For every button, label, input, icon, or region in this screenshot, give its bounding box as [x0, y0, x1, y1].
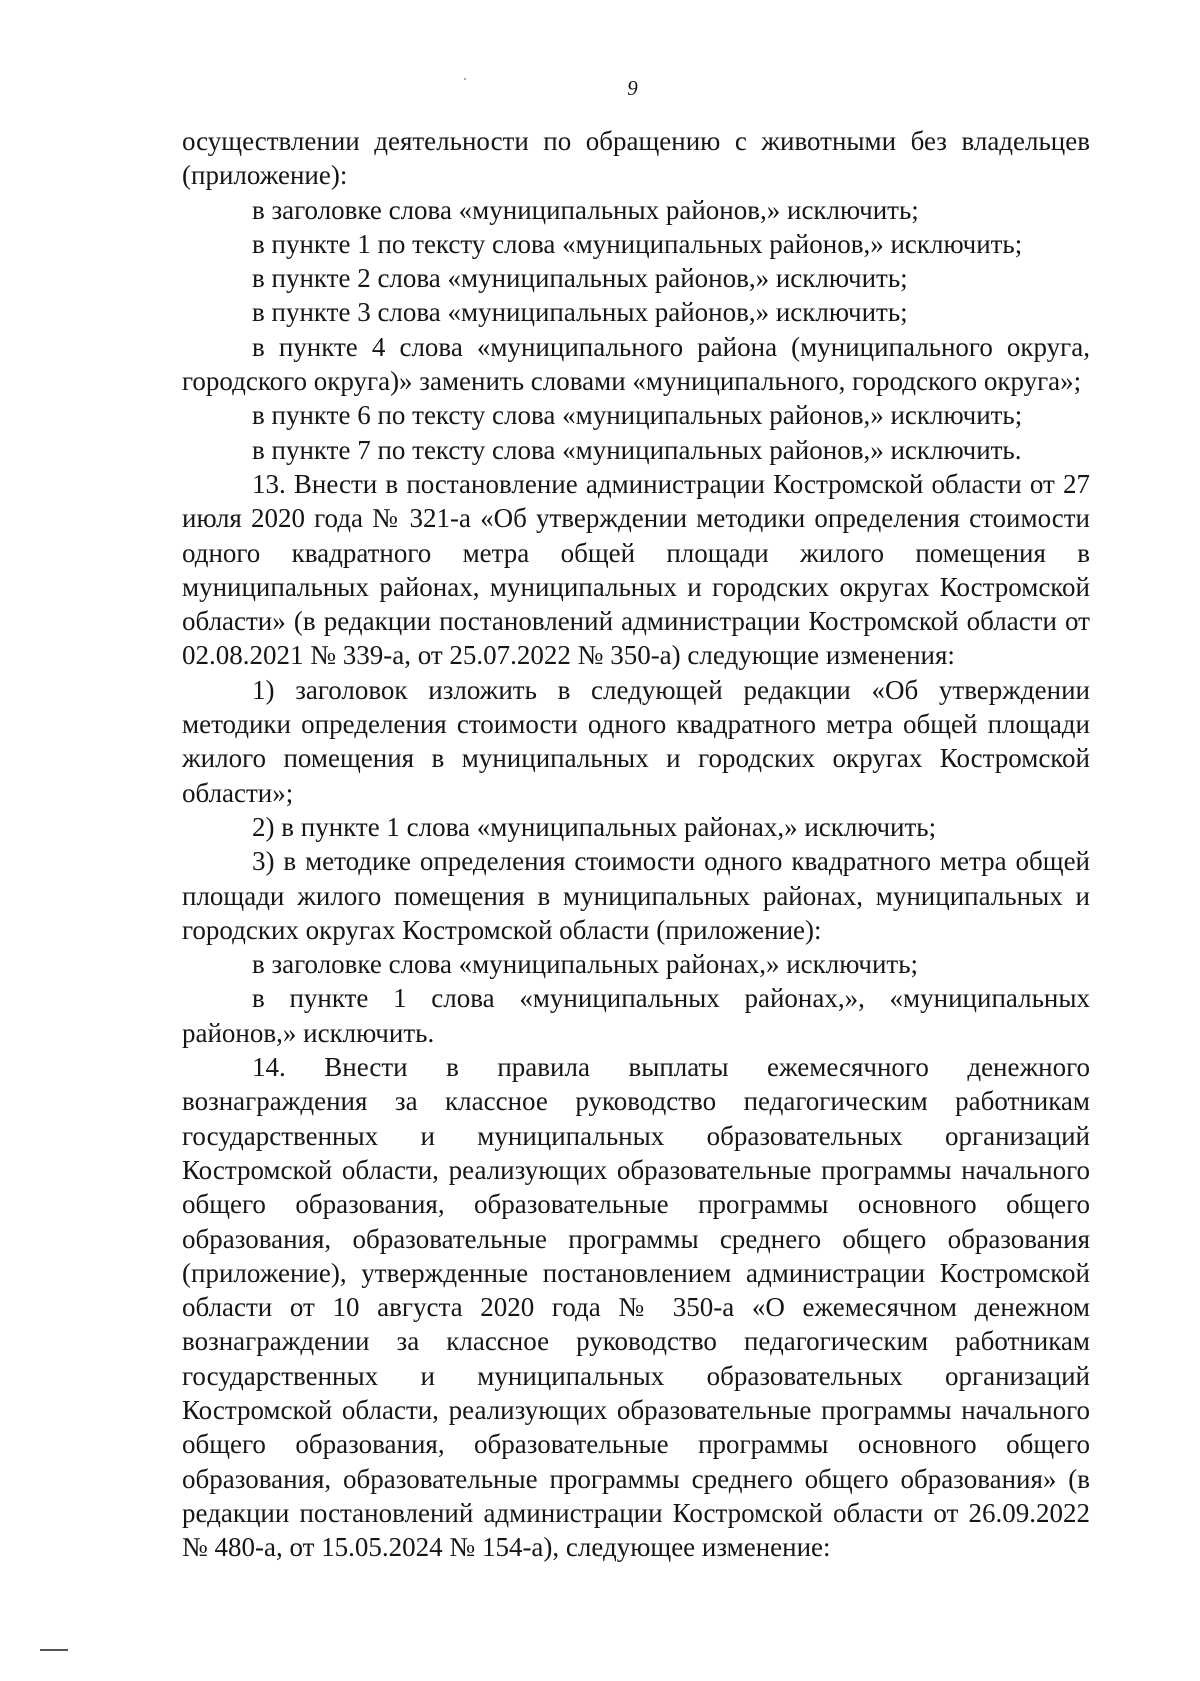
- paragraph-continuation: осуществлении деятельности по обращению с животными без владельцев (приложение):: [182, 126, 1090, 191]
- paragraph-item: в пункте 3 слова «муниципальных районов,» исключить;: [252, 297, 908, 328]
- paragraph-item: в пункте 2 слова «муниципальных районов,» исключить;: [252, 263, 908, 294]
- paragraph-section-14: 14. Внести в правила выплаты ежемесячного денежного вознаграждения за классное руководство педагогическим работникам государственных и муниципальных образовательных организаций Костромской области, реализующих образовательные программы начального общего образования, образовательные программы основного общего образования, образовательные программы среднего общего образования (приложение), утвержденные постановлением администрации Костромской области от 10 августа 2020 года № 350-а «О ежемесячном денежном вознаграждении за классное руководство педагогическим работникам государственных и муниципальных образовательных организаций Костромской области, реализующих образовательные программы начального общего образования, образовательные программы основного общего образования, образовательные программы среднего общего образования» (в редакции постановлений администрации Костромской области от 26.09.2022 № 480-а, от 15.05.2024 № 154-а), следующее изменение:: [182, 1052, 1090, 1563]
- page-number: 9: [627, 76, 638, 100]
- paragraph-item: в пункте 6 по тексту слова «муниципальных районов,» исключить;: [252, 400, 1023, 431]
- document-body: [182, 124, 1090, 1564]
- paragraph-section-13: 13. Внести в постановление администрации Костромской области от 27 июля 2020 года № 321-а «Об утверждении методики определения стоимости одного квадратного метра общей площади жилого помещения в муниципальных районах, муниципальных и городских округах Костромской области» (в редакции постановлений администрации Костромской области от 02.08.2021 № 339-а, от 25.07.2022 № 350-а) следующие изменения:: [182, 468, 1090, 671]
- paragraph-item: 3) в методике определения стоимости одного квадратного метра общей площади жилого помещения в муниципальных районах, муниципальных и городских округах Костромской области (приложение):: [182, 846, 1090, 945]
- paragraph-item: 1) заголовок изложить в следующей редакции «Об утверждении методики определения стоимости одного квадратного метра общей площади жилого помещения в муниципальных и городских округах Костромской области»;: [182, 674, 1090, 808]
- paragraph-item: в пункте 4 слова «муниципального района (муниципального округа, городского округа)» заменить словами «муниципального, городского округа»;: [182, 331, 1090, 397]
- paragraph-item: в пункте 1 по тексту слова «муниципальных районов,» исключить;: [252, 228, 1023, 259]
- paragraph-item: в заголовке слова «муниципальных районов,» исключить;: [252, 194, 919, 225]
- paragraph-item: в заголовке слова «муниципальных районах,» исключить;: [252, 949, 919, 980]
- paragraph-item: 2) в пункте 1 слова «муниципальных районах,» исключить;: [252, 811, 937, 842]
- paragraph-item: в пункте 7 по тексту слова «муниципальных районов,» исключить.: [252, 434, 1022, 465]
- paragraph-item: в пункте 1 слова «муниципальных районах,», «муниципальных районов,» исключить.: [182, 983, 1090, 1048]
- margin-mark: [40, 1649, 68, 1651]
